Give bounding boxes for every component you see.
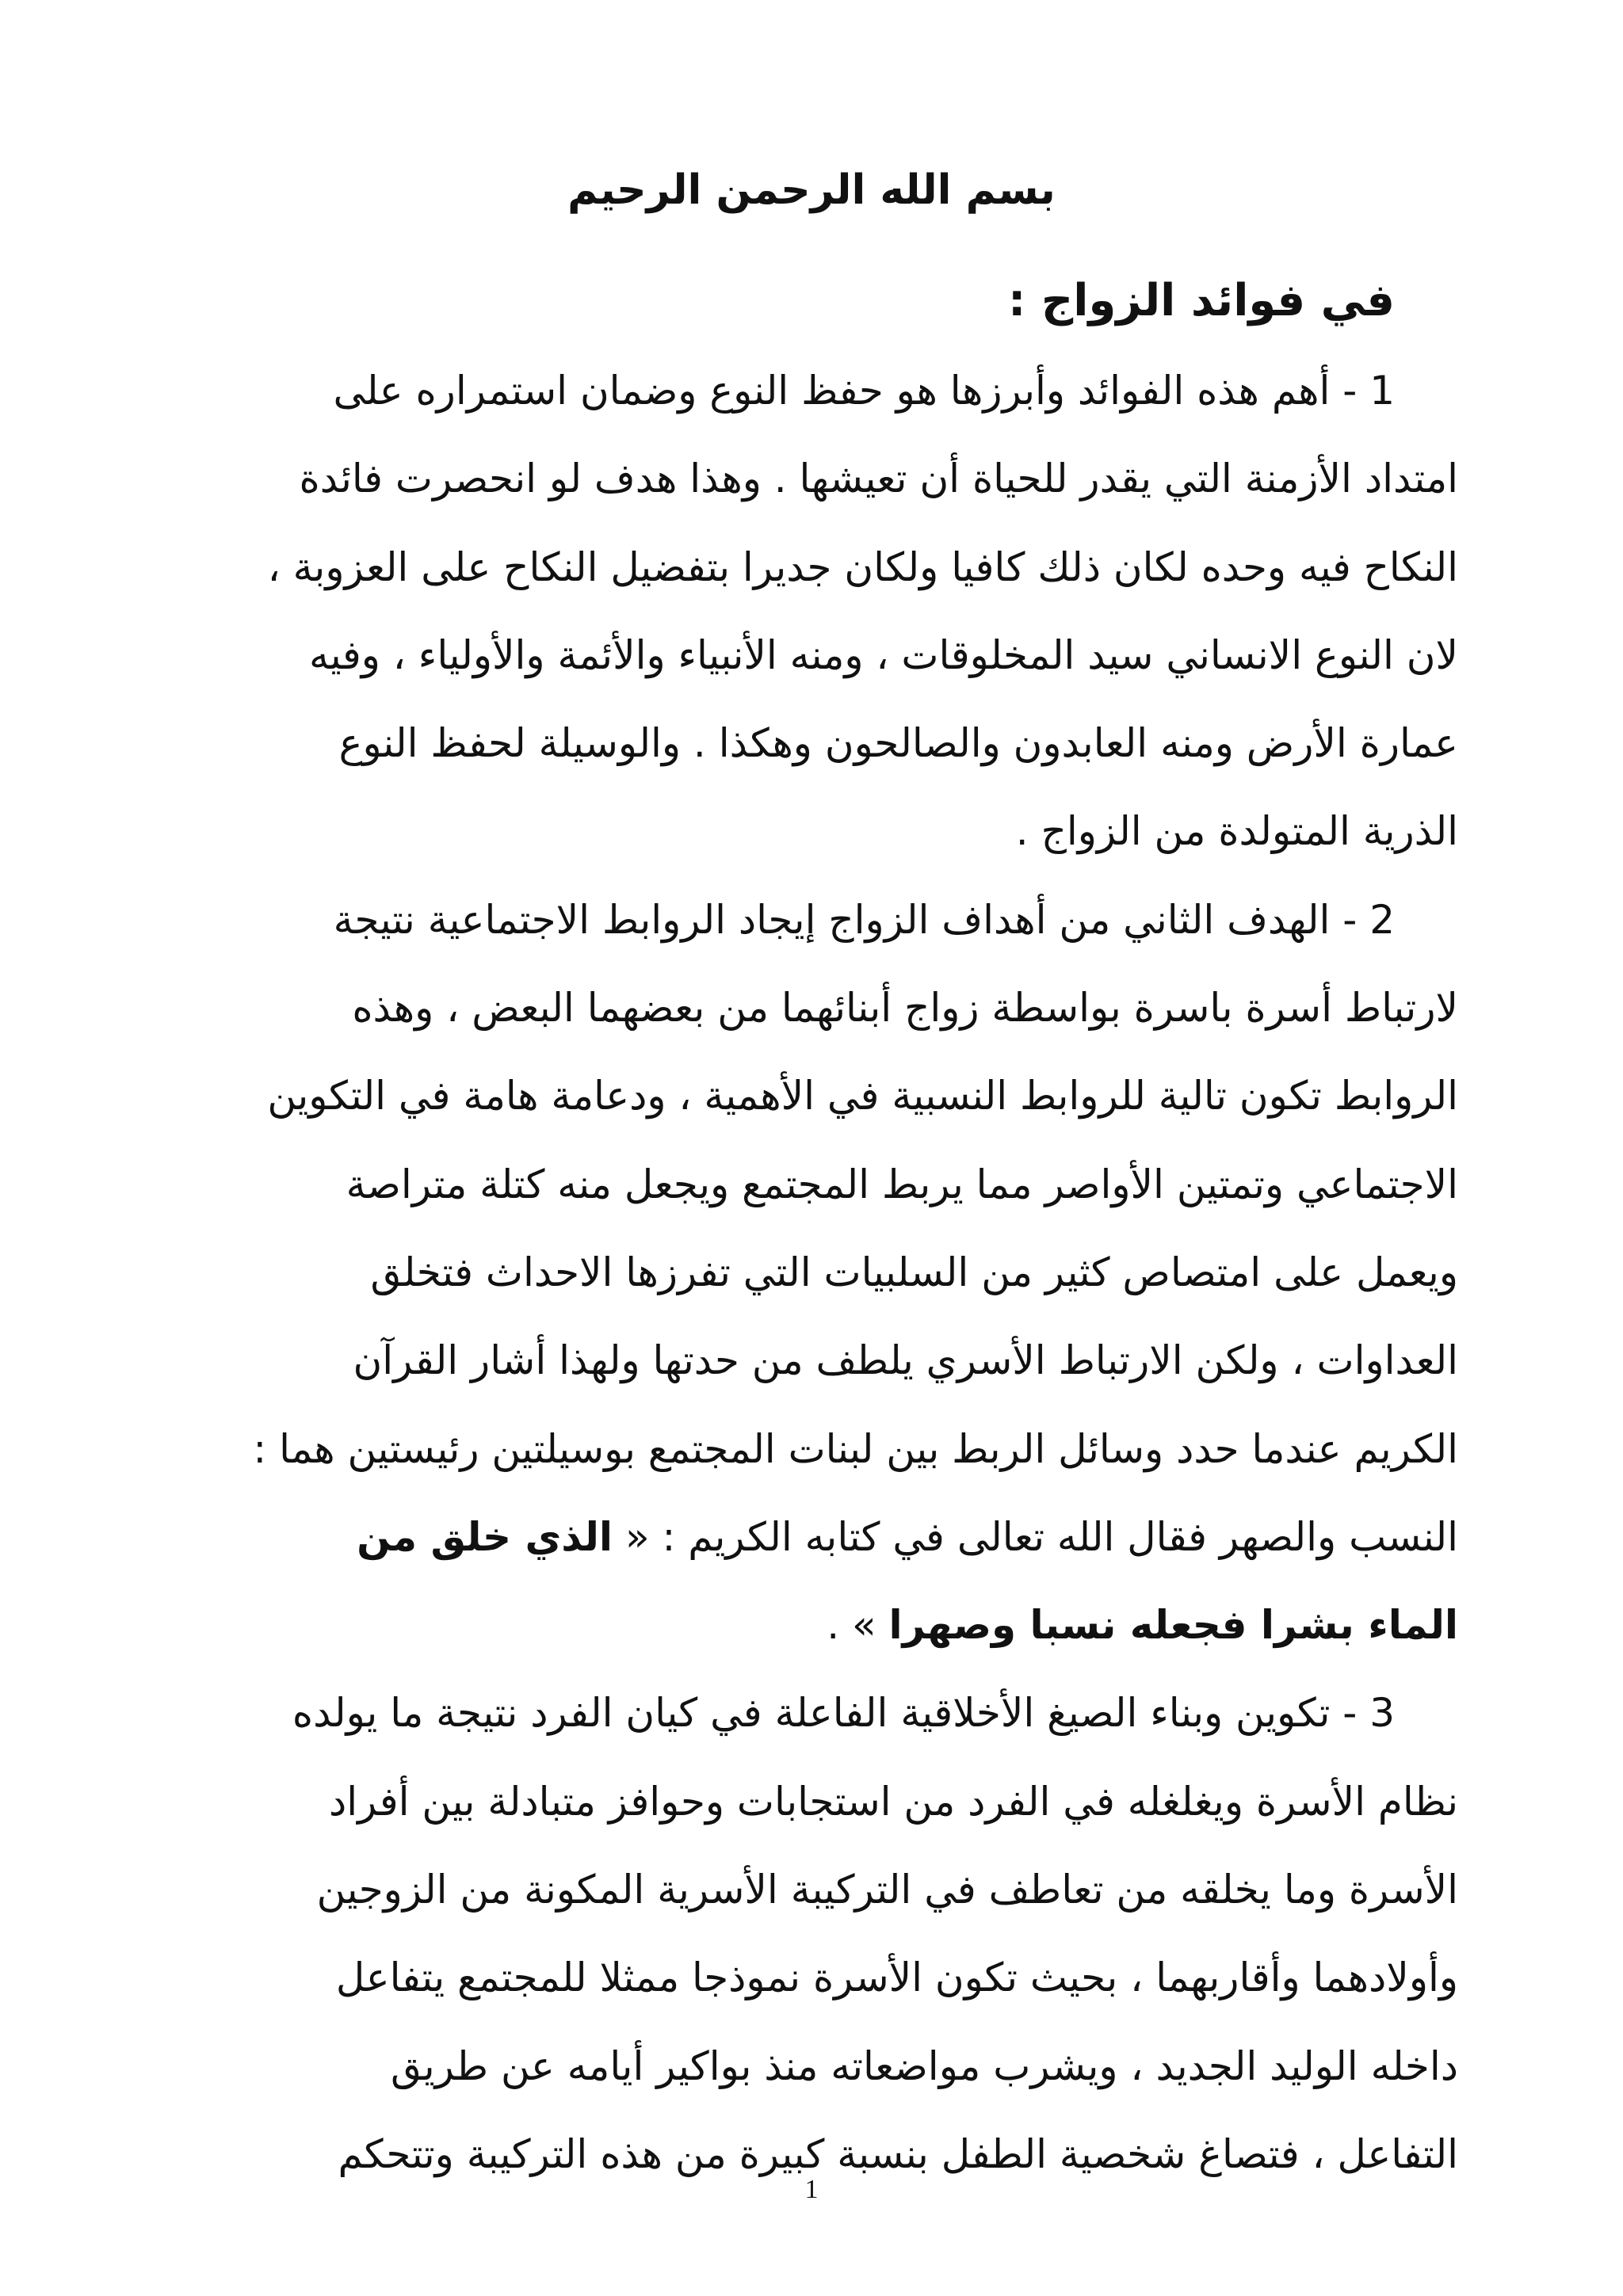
quran-verse-part-1: الذي خلق من [357,1513,613,1560]
paragraph-3-line-4: وأولادهما وأقاربهما ، بحيث تكون الأسرة نموذجا ممثلا للمجتمع يتفاعل [335,1955,1458,2001]
basmala-title: بسم الله الرحمن الرحيم [567,166,1056,214]
paragraph-2-line-3: الروابط تكون تالية للروابط النسبية في الأهمية ، ودعامة هامة في التكوين [267,1073,1458,1119]
paragraph-1-line-1: 1 - أهم هذه الفوائد وأبرزها هو حفظ النوع وضمان استمراره على [333,368,1395,414]
paragraph-3-line-6: التفاعل ، فتصاغ شخصية الطفل بنسبة كبيرة من هذه التركيبة وتتحكم [338,2130,1458,2177]
paragraph-1-line-5: عمارة الأرض ومنه العابدون والصالحون وهكذا . والوسيلة لحفظ النوع [338,720,1458,767]
paragraph-1-line-4: لان النوع الانساني سيد المخلوقات ، ومنه الأنبياء والأئمة والأولياء ، وفيه [308,631,1458,678]
paragraph-1-line-3: النكاح فيه وحده لكان ذلك كافيا ولكان جديرا بتفضيل النكاح على العزوبة ، [267,543,1458,590]
quran-verse-part-2: الماء بشرا فجعله نسبا وصهرا [888,1602,1458,1649]
paragraph-2-line-4: الاجتماعي وتمتين الأواصر مما يربط المجتمع ويجعل منه كتلة متراصة [346,1161,1458,1207]
paragraph-2-line-5: ويعمل على امتصاص كثير من السلبيات التي تفرزها الاحداث فتخلق [370,1249,1458,1295]
paragraph-2-line-1: 2 - الهدف الثاني من أهداف الزواج إيجاد الروابط الاجتماعية نتيجة [333,896,1395,943]
section-heading: في فوائد الزواج : [1008,275,1395,326]
quote-close-text: » . [827,1602,889,1649]
paragraph-2-line-9 [158,1581,1458,1669]
paragraph-1-line-6: الذرية المتولدة من الزواج . [1015,808,1458,855]
paragraph-1-line-2: امتداد الأزمنة التي يقدر للحياة أن تعيشها . وهذا هدف لو انحصرت فائدة [299,456,1458,502]
paragraph-2-line-6: العداوات ، ولكن الارتباط الأسري يلطف من حدتها ولهذا أشار القرآن [353,1337,1458,1384]
body-text [158,347,1458,2199]
paragraph-3-line-3: الأسرة وما يخلقه من تعاطف في التركيبة الأسرية المكونة من الزوجين [316,1867,1458,1913]
paragraph-3-line-2: نظام الأسرة ويغلغله في الفرد من استجابات وحوافز متبادلة بين أفراد [328,1778,1458,1825]
paragraph-3-line-5: داخله الوليد الجديد ، ويشرب مواضعاته منذ بواكير أيامه عن طريق [391,2042,1458,2089]
paragraph-2-line-7: الكريم عندما حدد وسائل الربط بين لبنات المجتمع بوسيلتين رئيستين هما : [253,1425,1458,1472]
paragraph-3-line-1: 3 - تكوين وبناء الصيغ الأخلاقية الفاعلة في كيان الفرد نتيجة ما يولده [292,1690,1395,1737]
paragraph-2-line-2: لارتباط أسرة باسرة بواسطة زواج أبنائهما من بعضهما البعض ، وهذه [352,985,1458,1032]
quote-intro-text: النسب والصهر فقال الله تعالى في كتابه الكريم : « [613,1513,1458,1560]
paragraph-2-line-8 [158,1493,1458,1581]
page-number: 1 [804,2175,819,2204]
